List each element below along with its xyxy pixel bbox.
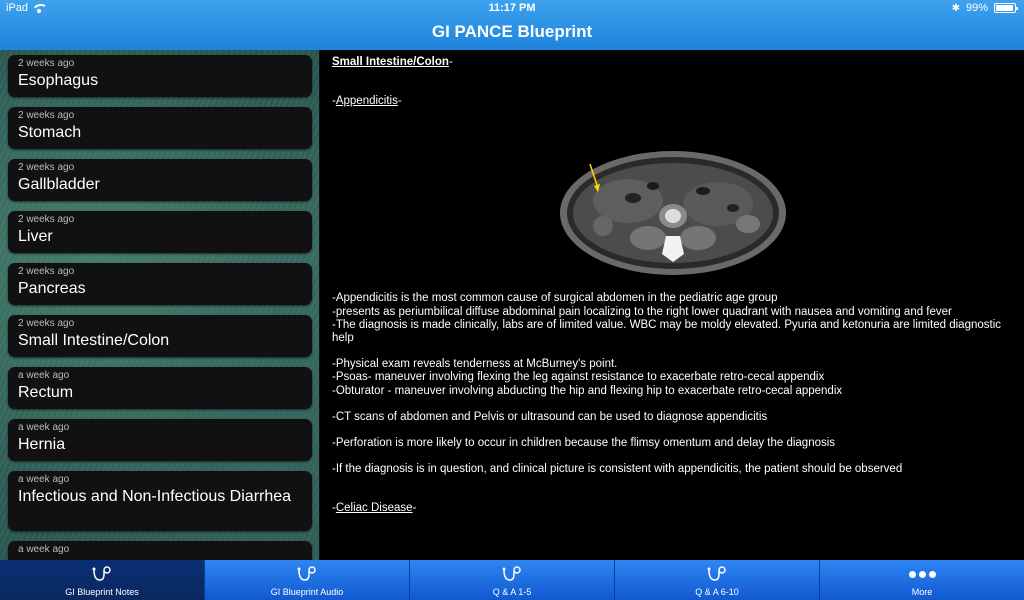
battery-icon xyxy=(994,3,1016,13)
item-timestamp: 2 weeks ago xyxy=(18,162,75,173)
heading-link: Small Intestine/Colon xyxy=(332,56,449,68)
item-label: Hernia xyxy=(18,436,66,453)
note-line: -Perforation is more likely to occur in children because the flimsy omentum and delay the diagnosis xyxy=(332,437,836,450)
item-label: Rectum xyxy=(18,384,74,401)
note-line: -Psoas- maneuver involving flexing the leg against resistance to exacerbate retro-cecal appendix xyxy=(332,371,825,384)
sidebar-item-stomach[interactable] xyxy=(8,107,312,149)
item-label: Esophagus xyxy=(18,72,99,89)
tab-qa-6-10[interactable] xyxy=(615,560,820,600)
item-label: Infectious and Non-Infectious Diarrhea xyxy=(18,488,292,505)
tab-gi-blueprint-audio[interactable] xyxy=(205,560,410,600)
tab-qa-1-5[interactable] xyxy=(410,560,615,600)
item-label: Stomach xyxy=(18,124,82,141)
tab-bar xyxy=(0,560,1024,600)
item-timestamp: 2 weeks ago xyxy=(18,110,75,121)
item-label: Liver xyxy=(18,228,53,245)
tab-label: More xyxy=(911,587,933,597)
item-timestamp: 2 weeks ago xyxy=(18,318,75,329)
note-line: -Physical exam reveals tenderness at McBurney's point. xyxy=(332,358,618,371)
note-line: -CT scans of abdomen and Pelvis or ultrasound can be used to diagnose appendicitis xyxy=(332,410,768,423)
sidebar-item-diarrhea[interactable] xyxy=(8,471,312,531)
top-bar xyxy=(0,0,1024,50)
sidebar-item-pancreas[interactable] xyxy=(8,263,312,305)
sidebar-item-esophagus[interactable] xyxy=(8,55,312,97)
subsection-prefix: - xyxy=(332,502,336,515)
item-timestamp: 2 weeks ago xyxy=(18,214,75,225)
note-line: -If the diagnosis is in question, and clinical picture is consistent with appendicitis, the patient should be observed xyxy=(332,463,903,476)
status-bar xyxy=(0,0,1024,16)
note-line: -Obturator - maneuver involving abducting the hip and flexing hip to exacerbate retro-cecal appendix xyxy=(332,384,843,397)
notes-content[interactable] xyxy=(321,50,1024,560)
sidebar-item-small-intestine-colon[interactable] xyxy=(8,315,312,357)
battery-percent: 99% xyxy=(965,2,988,14)
tab-more[interactable] xyxy=(820,560,1024,600)
sidebar-item-hernia[interactable] xyxy=(8,419,312,461)
sidebar-item-next[interactable] xyxy=(8,541,312,560)
topic-sidebar[interactable] xyxy=(0,50,320,560)
ct-scan-image xyxy=(558,146,788,276)
sidebar-item-rectum[interactable] xyxy=(8,367,312,409)
tab-label: Q & A 6-10 xyxy=(695,587,739,597)
heading-suffix: - xyxy=(448,56,453,68)
item-label: Small Intestine/Colon xyxy=(18,332,170,349)
bluetooth-icon: ✱ xyxy=(951,2,960,14)
stethoscope-icon xyxy=(705,564,729,584)
section-heading xyxy=(332,56,1014,69)
stethoscope-icon xyxy=(500,564,524,584)
item-timestamp: a week ago xyxy=(18,544,70,555)
subsection-prefix: - xyxy=(332,95,336,108)
tab-label: GI Blueprint Notes xyxy=(65,587,139,597)
note-line: -Appendicitis is the most common cause of surgical abdomen in the pediatric age group xyxy=(332,292,778,305)
item-label: Pancreas xyxy=(18,280,86,297)
tab-label: Q & A 1-5 xyxy=(492,587,532,597)
item-timestamp: a week ago xyxy=(18,370,70,381)
subsection-suffix: - xyxy=(412,502,417,515)
item-timestamp: a week ago xyxy=(18,474,70,485)
device-name: iPad xyxy=(6,2,29,14)
stethoscope-icon xyxy=(90,564,114,584)
note-line: -presents as periumbilical diffuse abdominal pain localizing to the right lower quadrant with nausea and vomiting and fever xyxy=(332,305,952,318)
note-line: -The diagnosis is made clinically, labs are of limited value. WBC may be moldy elevated. Pyuria and ketonuria are limited diagnostic help xyxy=(332,318,1002,345)
tab-gi-blueprint-notes[interactable] xyxy=(0,560,205,600)
subsection-title: Appendicitis xyxy=(335,95,398,108)
subsection-celiac xyxy=(332,502,1014,515)
sidebar-item-gallbladder[interactable] xyxy=(8,159,312,201)
item-timestamp: 2 weeks ago xyxy=(18,266,75,277)
nav-title: GI PANCE Blueprint xyxy=(431,22,593,41)
subsection-suffix: - xyxy=(397,95,402,108)
subsection-title: Celiac Disease xyxy=(335,502,413,515)
item-timestamp: 2 weeks ago xyxy=(18,58,75,69)
more-dots-icon xyxy=(820,571,1024,578)
clock: 11:17 PM xyxy=(488,2,536,14)
stethoscope-icon xyxy=(295,564,319,584)
item-label: Gallbladder xyxy=(18,176,100,193)
tab-label: GI Blueprint Audio xyxy=(270,587,344,597)
sidebar-item-liver[interactable] xyxy=(8,211,312,253)
item-timestamp: a week ago xyxy=(18,422,70,433)
subsection-appendicitis xyxy=(332,95,1014,108)
